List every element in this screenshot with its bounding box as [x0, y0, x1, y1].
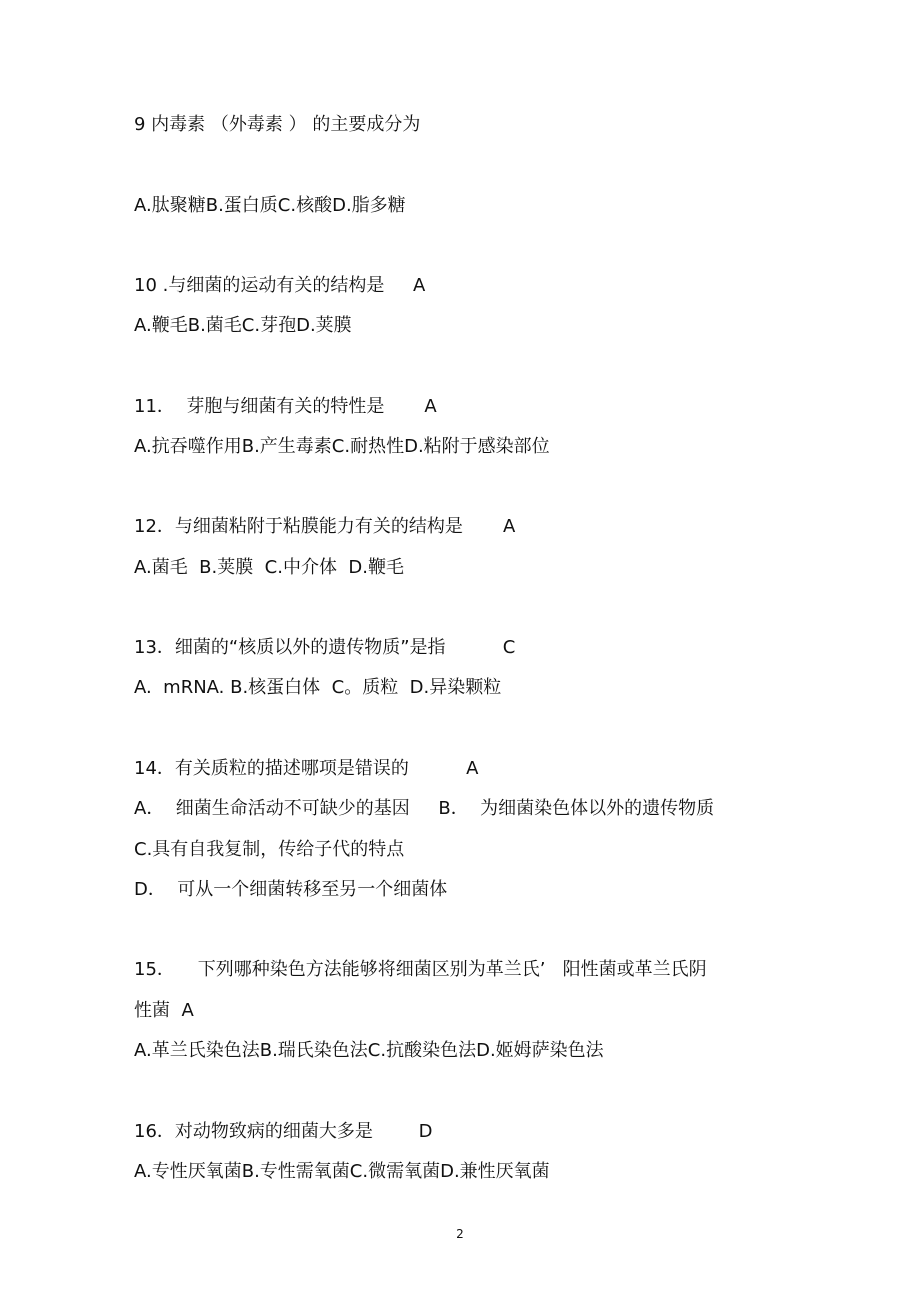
- question-15-options: A.革兰氏染色法B.瑞氏染色法C.抗酸染色法D.姬姆萨染色法: [134, 1040, 604, 1061]
- question-14-option-line-3: D． 可从一个细菌转移至另一个细菌体: [134, 879, 448, 900]
- question-14-option-line-2: C.具有自我复制，传给子代的特点: [134, 839, 405, 860]
- question-13-options: A. mRNA. B.核蛋白体 C。质粒 D.异染颗粒: [134, 677, 502, 698]
- question-15-stem: 15． 下列哪种染色方法能够将细菌区别为革兰氏’ 阳性菌或革兰氏阴: [134, 959, 707, 980]
- question-11-options: A.抗吞噬作用B.产生毒素C.耐热性D.粘附于感染部位: [134, 436, 550, 457]
- question-9-stem: 9 内毒素 （外毒素 ） 的主要成分为: [134, 114, 421, 135]
- question-11-stem: 11． 芽胞与细菌有关的特性是 A: [134, 396, 437, 417]
- question-9-options: A.肽聚糖B.蛋白质C.核酸D.脂多糖: [134, 195, 406, 216]
- question-14-option-line-1: A． 细菌生命活动不可缺少的基因 B． 为细菌染色体以外的遗传物质: [134, 798, 715, 819]
- question-10-stem: 10 .与细菌的运动有关的结构是 A: [134, 275, 426, 296]
- page-number: 2: [456, 1227, 464, 1241]
- question-16-stem: 16．对动物致病的细菌大多是 D: [134, 1121, 433, 1142]
- question-12-options: A.菌毛 B.荚膜 C.中介体 D.鞭毛: [134, 557, 404, 578]
- question-12-stem: 12．与细菌粘附于粘膜能力有关的结构是 A: [134, 516, 516, 537]
- question-13-stem: 13．细菌的“核质以外的遗传物质”是指 C: [134, 637, 516, 658]
- question-16-options: A.专性厌氧菌B.专性需氧菌C.微需氧菌D.兼性厌氧菌: [134, 1161, 550, 1182]
- question-14-stem: 14．有关质粒的描述哪项是错误的 A: [134, 758, 479, 779]
- question-15-stem-cont: 性菌 A: [134, 1000, 194, 1021]
- question-10-options: A.鞭毛B.菌毛C.芽孢D.荚膜: [134, 315, 352, 336]
